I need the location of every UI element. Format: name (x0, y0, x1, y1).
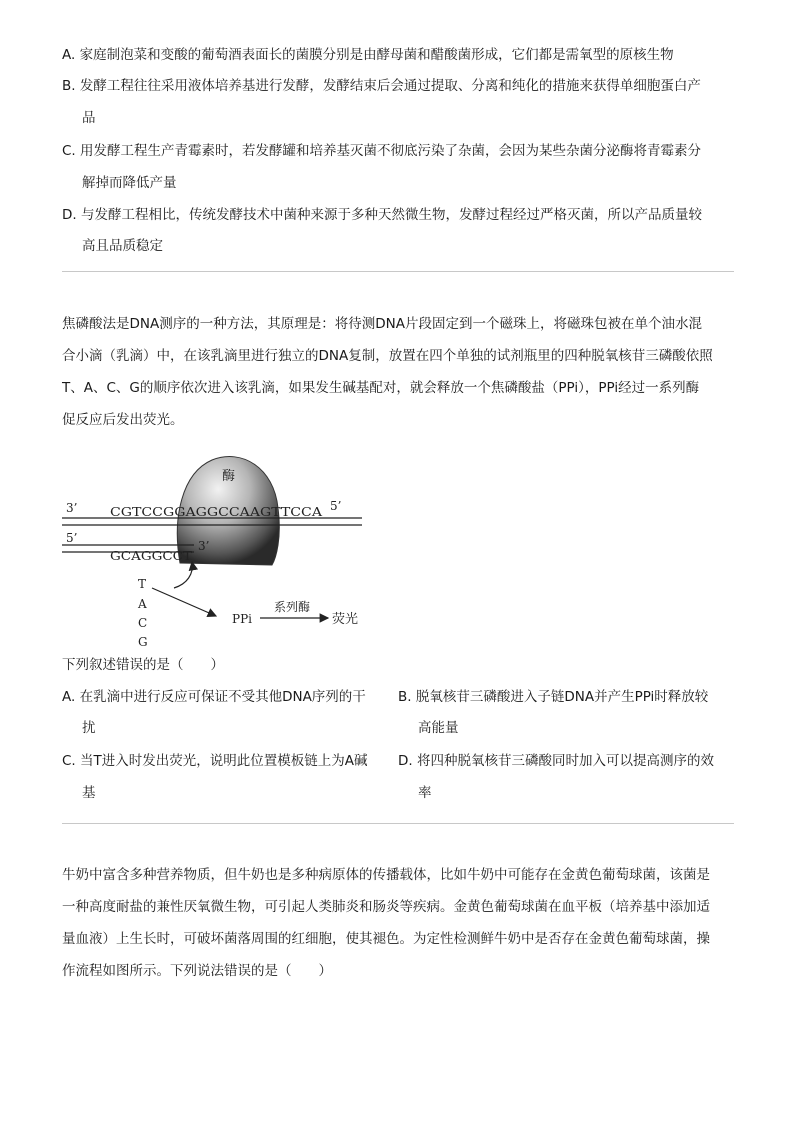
ppi-label: PPi (232, 612, 252, 626)
nucleotide-c: C (138, 616, 148, 630)
q1-option-b-line2: 品 (82, 110, 96, 126)
q2-option-d-line1: D. 将四种脱氧核苷三磷酸同时加入可以提高测序的效 (398, 753, 714, 769)
q1-option-d-line1: D. 与发酵工程相比，传统发酵技术中菌种来源于多种天然微生物，发酵过程经过严格灭菌，所以产品质量较 (62, 207, 702, 223)
top-strand-5-label: 5’ (330, 499, 342, 513)
q2-stem-line1: 焦磷酸法是DNA测序的一种方法，其原理是：将待测DNA片段固定到一个磁珠上，将磁珠包被在单个油水混 (62, 316, 702, 332)
q1-option-d-line2: 高且品质稳定 (82, 238, 163, 254)
q2-stem-line4: 促反应后发出荧光。 (62, 412, 184, 428)
bottom-strand-3-label: 3’ (198, 539, 210, 553)
q3-stem-line2: 一种高度耐盐的兼性厌氧微生物，可引起人类肺炎和肠炎等疾病。金黄色葡萄球菌在血平板（培养基中添加适 (62, 899, 710, 915)
q2-option-b-line1: B. 脱氧核苷三磷酸进入子链DNA并产生PPi时释放较 (398, 689, 709, 705)
q3-stem-line4: 作流程如图所示。下列说法错误的是（ ） (62, 963, 332, 979)
bottom-strand-sequence: GCAGGCCT (110, 548, 193, 563)
enzyme-label: 酶 (222, 469, 236, 484)
question-divider-2 (62, 823, 734, 824)
q3-stem-line1: 牛奶中富含多种营养物质，但牛奶也是多种病原体的传播载体，比如牛奶中可能存在金黄色葡萄球菌，该菌是 (62, 867, 710, 883)
enzyme-series-label: 系列酶 (274, 600, 311, 614)
q2-option-a-line2: 扰 (82, 720, 96, 736)
q2-option-c-line2: 基 (82, 785, 96, 801)
question-divider (62, 271, 734, 272)
nucleotide-t: T (138, 577, 147, 591)
bottom-strand-5-label: 5’ (66, 531, 78, 545)
nucleotide-a: A (138, 597, 147, 611)
q2-option-c-line1: C. 当T进入时发出荧光，说明此位置模板链上为A碱 (62, 753, 368, 769)
q1-option-c-line1: C. 用发酵工程生产青霉素时，若发酵罐和培养基灭菌不彻底污染了杂菌，会因为某些杂菌分泌酶将青霉素分 (62, 143, 702, 159)
q2-stem-line2: 合小滴（乳滴）中，在该乳滴里进行独立的DNA复制，放置在四个单独的试剂瓶里的四种脱氧核苷三磷酸依照 (62, 348, 713, 364)
q2-option-d-line2: 率 (418, 785, 432, 801)
q2-option-a-line1: A. 在乳滴中进行反应可保证不受其他DNA序列的干 (62, 689, 366, 705)
top-strand-3-label: 3’ (66, 501, 78, 515)
q2-option-b-line2: 高能量 (418, 720, 459, 736)
q1-option-b-line1: B. 发酵工程往往采用液体培养基进行发酵，发酵结束后会通过提取、分离和纯化的措施来获得单细胞蛋白产 (62, 78, 701, 94)
ppi-release-arrow (152, 588, 216, 616)
q3-stem-line3: 量血液）上生长时，可破坏菌落周围的红细胞，使其褪色。为定性检测鲜牛奶中是否存在金黄色葡萄球菌，操 (62, 931, 710, 947)
q1-option-c-line2: 解掉而降低产量 (82, 175, 177, 191)
pyrosequencing-diagram (62, 438, 372, 653)
q1-option-a: A. 家庭制泡菜和变酸的葡萄酒表面长的菌膜分别是由酵母菌和醋酸菌形成，它们都是需氧型的原核生物 (62, 47, 674, 63)
q2-stem-line3: T、A、C、G的顺序依次进入该乳滴，如果发生碱基配对，就会释放一个焦磷酸盐（PPi），PPi经过一系列酶 (62, 380, 700, 396)
nucleotide-g: G (138, 635, 148, 649)
nucleotide-entry-arrow (174, 562, 192, 588)
fluorescence-label: 荧光 (332, 612, 359, 627)
top-strand-sequence: CGTCCGGAGGCCAAGTTCCA (110, 504, 324, 519)
q2-question: 下列叙述错误的是（ ） (62, 657, 224, 673)
